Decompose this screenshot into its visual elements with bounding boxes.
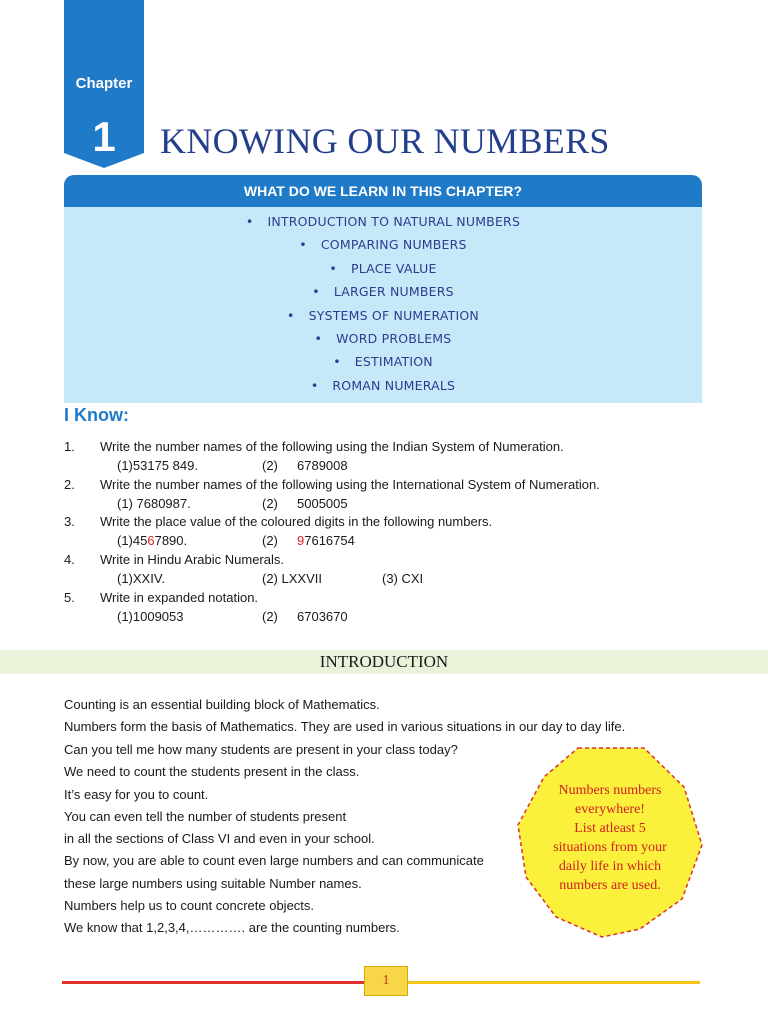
sub-question: 6703670 xyxy=(297,609,348,624)
callout-line: List atleast 5 xyxy=(574,821,646,836)
bullet-icon: • xyxy=(312,284,320,300)
sub-question: (1)XXIV. xyxy=(117,571,165,586)
introduction-heading: INTRODUCTION xyxy=(319,652,449,671)
question-text: Write in Hindu Arabic Numerals. xyxy=(100,552,284,567)
question-text: Write in expanded notation. xyxy=(100,590,259,605)
number-part: 45 xyxy=(132,533,148,548)
bullet-icon: • xyxy=(310,377,319,393)
callout-burst xyxy=(516,745,704,940)
question-row xyxy=(64,589,258,607)
bullet-icon: • xyxy=(329,260,337,276)
question-number: 2. xyxy=(64,477,75,492)
learn-topic-label: ESTIMATION xyxy=(354,354,433,370)
i-know-heading: I Know: xyxy=(64,405,129,425)
paragraph-line: We need to count the students present in the class. xyxy=(64,764,360,779)
footer-rule-right xyxy=(408,981,700,984)
sub-question: (1)1009053 xyxy=(117,609,184,624)
question-row xyxy=(64,476,600,494)
learn-topic xyxy=(64,233,702,256)
paragraph-line: We know that 1,2,3,4,…………. are the counting numbers. xyxy=(64,920,400,935)
paragraph-line: in all the sections of Class VI and even in your school. xyxy=(64,831,375,846)
callout-text xyxy=(538,781,682,895)
bullet-icon: • xyxy=(333,354,341,370)
question-text: Write the place value of the coloured digits in the following numbers. xyxy=(100,514,493,529)
question-number: 4. xyxy=(64,552,75,567)
page-number: 1 xyxy=(364,966,408,996)
bullet-icon: • xyxy=(287,307,295,323)
learn-topic xyxy=(64,350,702,373)
question-number: 5. xyxy=(64,590,75,605)
bullet-icon: • xyxy=(314,330,323,346)
footer-rule-left xyxy=(62,981,364,984)
question-number: 1. xyxy=(64,439,75,454)
chapter-tab xyxy=(64,0,144,168)
sub-question-label: (2) xyxy=(262,496,278,511)
paragraph-line: these large numbers using suitable Number names. xyxy=(64,876,362,891)
sub-question-label: (2) xyxy=(262,533,278,548)
learn-topic xyxy=(64,280,702,303)
learn-topic-label: INTRODUCTION TO NATURAL NUMBERS xyxy=(267,214,521,229)
question-row xyxy=(64,513,492,531)
callout-line: everywhere! xyxy=(575,802,645,817)
number-part: 7890. xyxy=(154,533,188,548)
number-part: 7616754 xyxy=(304,533,355,548)
question-number: 3. xyxy=(64,514,75,529)
learn-topic-list xyxy=(64,207,702,397)
callout-line: situations from your xyxy=(553,840,667,855)
learn-box-heading: WHAT DO WE LEARN IN THIS CHAPTER? xyxy=(64,175,702,207)
callout-line: daily life in which xyxy=(558,859,662,874)
sub-question: 6789008 xyxy=(297,458,348,473)
learn-topic-label: SYSTEMS OF NUMERATION xyxy=(308,307,479,323)
question-text: Write the number names of the following using the Indian System of Numeration. xyxy=(100,439,564,454)
learn-topic xyxy=(64,374,702,397)
callout-line: numbers are used. xyxy=(559,878,661,893)
bullet-icon: • xyxy=(245,214,254,229)
learn-topic xyxy=(64,304,702,327)
learn-topic xyxy=(64,210,702,233)
bullet-icon: • xyxy=(299,237,307,253)
question-row xyxy=(64,551,284,569)
sub-question xyxy=(117,532,187,550)
paragraph-line: Numbers form the basis of Mathematics. They are used in various situations in our day to day life. xyxy=(64,719,626,734)
learn-topic-label: PLACE VALUE xyxy=(350,260,437,276)
learn-topic-label: ROMAN NUMERALS xyxy=(332,377,456,393)
chapter-title: KNOWING OUR NUMBERS xyxy=(160,121,610,161)
paragraph-line: It’s easy for you to count. xyxy=(64,787,209,802)
paragraph-line: By now, you are able to count even large numbers and can communicate xyxy=(64,853,484,868)
question-row xyxy=(64,438,564,456)
sub-question-label: (1) xyxy=(117,533,133,548)
paragraph-line: Numbers help us to count concrete objects. xyxy=(64,898,315,913)
callout-line: Numbers numbers xyxy=(558,783,662,798)
sub-question: 5005005 xyxy=(297,496,348,511)
learn-topic-label: WORD PROBLEMS xyxy=(336,330,452,346)
learn-topic xyxy=(64,257,702,280)
sub-question: (3) CXI xyxy=(382,571,424,586)
coloured-digit: 9 xyxy=(297,533,305,548)
chapter-number: 1 xyxy=(92,113,116,160)
learn-topic-label: LARGER NUMBERS xyxy=(333,284,454,300)
sub-question: (1) 7680987. xyxy=(117,496,191,511)
paragraph-line: Counting is an essential building block of Mathematics. xyxy=(64,697,380,712)
paragraph-line: You can even tell the number of students present xyxy=(64,809,347,824)
sub-question xyxy=(297,532,355,550)
learn-box xyxy=(64,207,702,403)
learn-topic-label: COMPARING NUMBERS xyxy=(320,237,467,253)
learn-topic xyxy=(64,327,702,350)
sub-question: (1)53175 849. xyxy=(117,458,198,473)
sub-question: (2) LXXVII xyxy=(262,571,322,586)
sub-question-label: (2) xyxy=(262,609,278,624)
chapter-label: Chapter xyxy=(75,75,133,92)
paragraph-line: Can you tell me how many students are present in your class today? xyxy=(64,742,458,757)
coloured-digit: 6 xyxy=(147,533,155,548)
sub-question-label: (2) xyxy=(262,458,278,473)
question-text: Write the number names of the following using the International System of Numeration. xyxy=(100,477,600,492)
